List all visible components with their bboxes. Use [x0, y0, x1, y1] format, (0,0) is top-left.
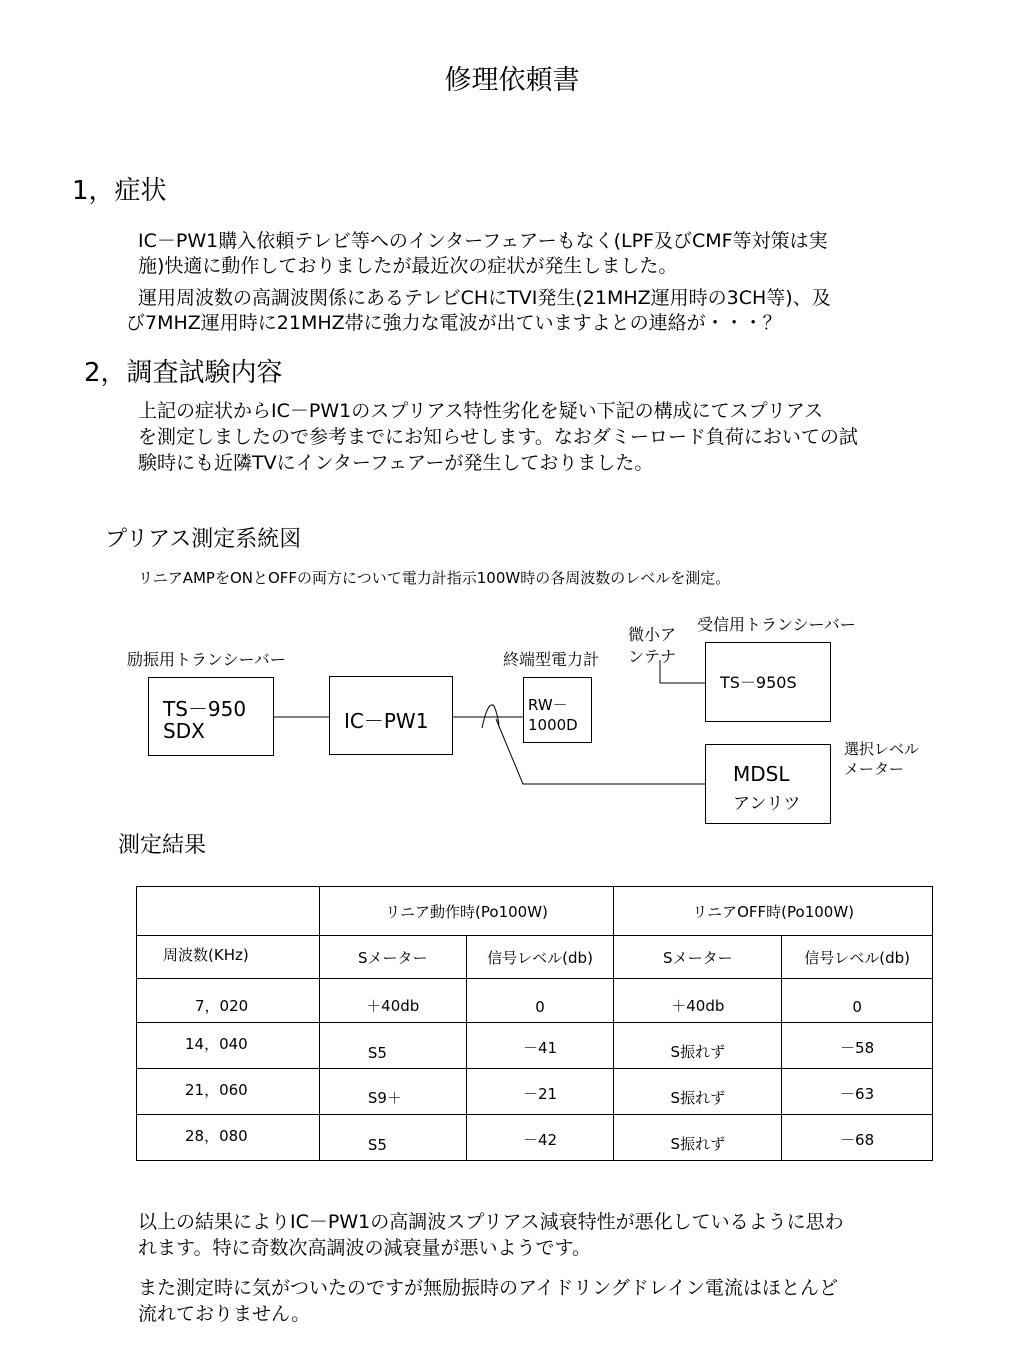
row-on-smeter: ＋40db	[319, 979, 466, 1023]
table-row	[137, 979, 933, 1023]
row-off-level: －58	[782, 1023, 933, 1069]
coupling-loop	[482, 705, 499, 728]
exciter-line1: TS－950	[163, 697, 247, 721]
table-header-row-2	[137, 936, 933, 979]
header-off-level: 信号レベル(db)	[782, 936, 933, 979]
row-freq: 28，080	[137, 1115, 320, 1161]
diagram-note: リニアAMPをONとOFFの両方について電力計指示100W時の各周波数のレベルを測定。	[138, 569, 731, 587]
conclusion-p2-line1: また測定時に気がついたのですが無励振時のアイドリングドレイン電流はほとんど	[138, 1277, 838, 1299]
section1-para2-line1: 運用周波数の高調波関係にあるテレビCHにTVI発生(21MHZ運用時の3CH等)、及	[138, 287, 831, 309]
row-off-level: 0	[782, 979, 933, 1023]
antenna-label-line1: 微小ア	[628, 625, 677, 644]
row-off-smeter: S振れず	[614, 1069, 782, 1115]
row-off-smeter: S振れず	[614, 1023, 782, 1069]
page-title: 修理依頼書	[444, 65, 580, 96]
header-group-off: リニアOFF時(Po100W)	[614, 887, 933, 936]
rx-label: 受信用トランシーバー	[697, 615, 856, 634]
header-off-smeter: Sメーター	[614, 936, 782, 979]
exciter-line2: SDX	[163, 719, 205, 743]
mdsl-line1: MDSL	[733, 762, 790, 786]
section2-line3: 験時にも近隣TVにインターフェアーが発生しておりました。	[138, 452, 654, 474]
conclusion-p2-line2: 流れておりません。	[138, 1303, 311, 1325]
row-off-smeter: ＋40db	[614, 979, 782, 1023]
conclusion-p1-line1: 以上の結果によりIC－PW1の高調波スプリアス減衰特性が悪化しているように思わ	[138, 1211, 844, 1233]
row-on-level: －41	[466, 1023, 614, 1069]
meter-box	[523, 677, 592, 743]
row-on-smeter: S9＋	[319, 1069, 466, 1115]
diagram-heading: プリアス測定系統図	[105, 527, 302, 552]
rx-name: TS－950S	[720, 673, 797, 692]
table-row	[137, 1069, 933, 1115]
header-group-on: リニア動作時(Po100W)	[319, 887, 614, 936]
exciter-label: 励振用トランシーバー	[127, 650, 286, 669]
sel-label-line1: 選択レベル	[844, 740, 920, 758]
row-off-level: －63	[782, 1069, 933, 1115]
table-header-row-1	[137, 887, 933, 936]
antenna-label-line2: ンテナ	[628, 647, 677, 666]
section2-line1: 上記の症状からIC－PW1のスプリアス特性劣化を疑い下記の構成にてスプリアス	[138, 400, 824, 422]
exciter-box	[148, 677, 274, 756]
section1-para2-line2: び7MHZ運用時に21MHZ帯に強力な電波が出ていますよとの連絡が・・・？	[126, 312, 782, 334]
sel-label-line2: メーター	[844, 760, 905, 778]
table-row	[137, 1115, 933, 1161]
amp-box	[329, 676, 453, 755]
section1-para1-line1: IC－PW1購入依頼テレビ等へのインターフェアーもなく(LPF及びCMF等対策は実	[138, 230, 828, 252]
row-on-level: 0	[466, 979, 614, 1023]
mdsl-line2: アンリツ	[733, 794, 801, 814]
row-freq: 7，020	[137, 979, 320, 1023]
section2-heading: 2，調査試験内容	[84, 358, 283, 388]
conclusion-p1-line2: れます。特に奇数次高調波の減衰量が悪いようです。	[138, 1237, 591, 1259]
table-row	[137, 1023, 933, 1069]
rx-box	[705, 642, 831, 722]
section1-heading: 1，症状	[72, 176, 167, 206]
section1-para1-line2: 施)快適に動作しておりましたが最近次の症状が発生しました。	[138, 255, 678, 277]
meter-line2: 1000D	[528, 716, 578, 734]
header-on-level: 信号レベル(db)	[466, 936, 614, 979]
header-on-smeter: Sメーター	[319, 936, 466, 979]
row-off-level: －68	[782, 1115, 933, 1161]
amp-label: IC－PW1	[344, 709, 429, 733]
meter-line1: RW－	[528, 696, 568, 714]
section2-line2: を測定しましたので参考までにお知らせします。なおダミーロード負荷においての試	[138, 426, 858, 448]
header-empty-cell	[137, 887, 320, 936]
row-on-smeter: S5	[319, 1115, 466, 1161]
mdsl-box	[705, 744, 831, 824]
meter-label: 終端型電力計	[503, 650, 600, 669]
row-freq: 14，040	[137, 1023, 320, 1069]
header-freq: 周波数(KHz)	[137, 936, 320, 979]
row-on-level: －21	[466, 1069, 614, 1115]
row-freq: 21，060	[137, 1069, 320, 1115]
row-off-smeter: S振れず	[614, 1115, 782, 1161]
row-on-smeter: S5	[319, 1023, 466, 1069]
results-heading: 測定結果	[118, 833, 207, 858]
row-on-level: －42	[466, 1115, 614, 1161]
results-table	[136, 886, 933, 1161]
